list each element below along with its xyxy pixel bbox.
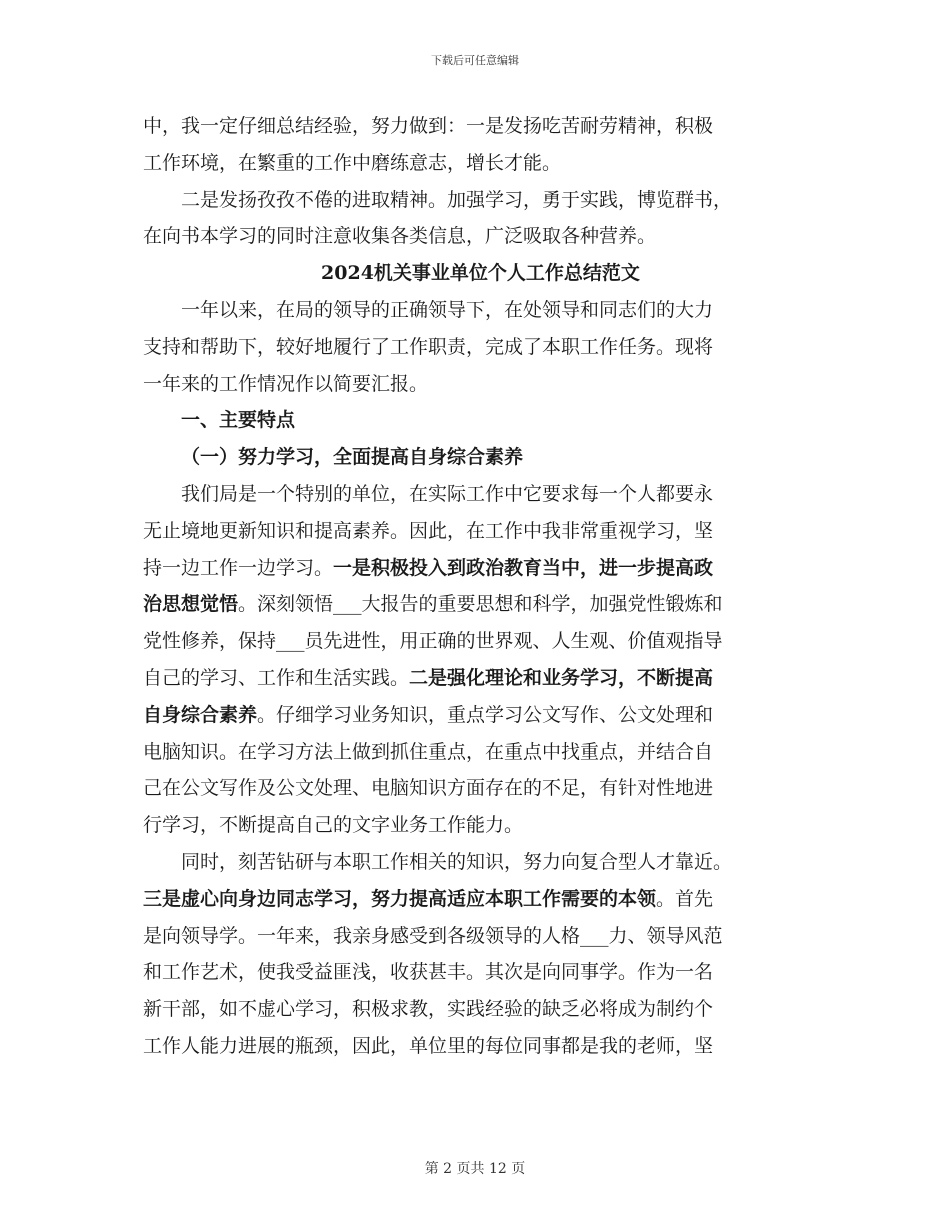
bold-text: 一是积极投入到政治教育当中，进一步提高政 [333, 556, 714, 579]
text-line: 中，我一定仔细总结经验，努力做到：一是发扬吃苦耐劳精神，积极 [143, 115, 714, 137]
bold-text: 治思想觉悟 [143, 593, 239, 616]
text-line: 无止境地更新知识和提高素养。因此，在工作中我非常重视学习，坚 [143, 519, 714, 542]
text-line: 工作环境，在繁重的工作中磨练意志，增长才能。 [143, 151, 562, 174]
text-line: 二是发扬孜孜不倦的进取精神。加强学习，勇于实践，博览群书， [181, 188, 733, 211]
text-line: 我们局是一个特别的单位，在实际工作中它要求每一个人都要永 [181, 482, 714, 505]
bold-text: 自身综合素养 [143, 703, 258, 726]
text-line: （一）努力学习，全面提高自身综合素养 [181, 446, 524, 469]
text-line [143, 660, 818, 697]
text-line [143, 881, 818, 918]
text-line: 行学习，不断提高自己的文字业务工作能力。 [143, 814, 524, 837]
text-line [143, 550, 818, 587]
text-line: 新干部，如不虚心学习，积极求教，实践经验的缺乏必将成为制约个 [143, 998, 714, 1021]
text-line: 一年以来，在局的领导的正确领导下，在处领导和同志们的大力 [181, 298, 714, 321]
text-line: 电脑知识。在学习方法上做到抓住重点，在重点中找重点，并结合自 [143, 740, 714, 763]
text-line: 支持和帮助下，较好地履行了工作职责，完成了本职工作任务。现将 [143, 335, 714, 358]
page-header: 下载后可任意编辑 [431, 54, 519, 67]
text-line: 同时，刻苦钻研与本职工作相关的知识，努力向复合型人才靠近。 [181, 850, 733, 873]
text-line [143, 586, 818, 623]
text-line: 一年来的工作情况作以简要汇报。 [143, 372, 429, 395]
page-footer: 第 2 页共 12 页 [424, 1161, 526, 1177]
text-line: 工作人能力进展的瓶颈，因此，单位里的每位同事都是我的老师，坚 [143, 1034, 714, 1057]
text-line: 是向领导学。一年来，我亲身感受到各级领导的人格___力、领导风范 [143, 924, 723, 947]
text-span: 自己的学习、工作和生活实践。 [143, 666, 410, 689]
text-line: 一、主要特点 [181, 409, 296, 432]
text-span: 。深刻领悟___大报告的重要思想和科学，加强党性锻炼和 [238, 593, 723, 616]
text-line: 在向书本学习的同时注意收集各类信息，广泛吸取各种营养。 [143, 225, 657, 248]
text-line: 和工作艺术，使我受益匪浅，收获甚丰。其次是向同事学。作为一名 [143, 961, 714, 984]
text-span: 。首先 [656, 887, 714, 910]
document-title: 2024机关事业单位个人工作总结范文 [321, 262, 640, 285]
text-span: 持一边工作一边学习。 [143, 556, 334, 579]
bold-text: 二是强化理论和业务学习，不断提高 [409, 666, 714, 689]
text-line: 党性修养，保持___员先进性，用正确的世界观、人生观、价值观指导 [143, 630, 723, 653]
document-body [143, 108, 818, 1065]
text-line [143, 697, 818, 734]
text-span: 。仔细学习业务知识，重点学习公文写作、公文处理和 [257, 703, 714, 726]
text-line: 己在公文写作及公文处理、电脑知识方面存在的不足，有针对性地进 [143, 777, 714, 800]
bold-text: 三是虚心向身边同志学习，努力提高适应本职工作需要的本领 [143, 887, 657, 910]
